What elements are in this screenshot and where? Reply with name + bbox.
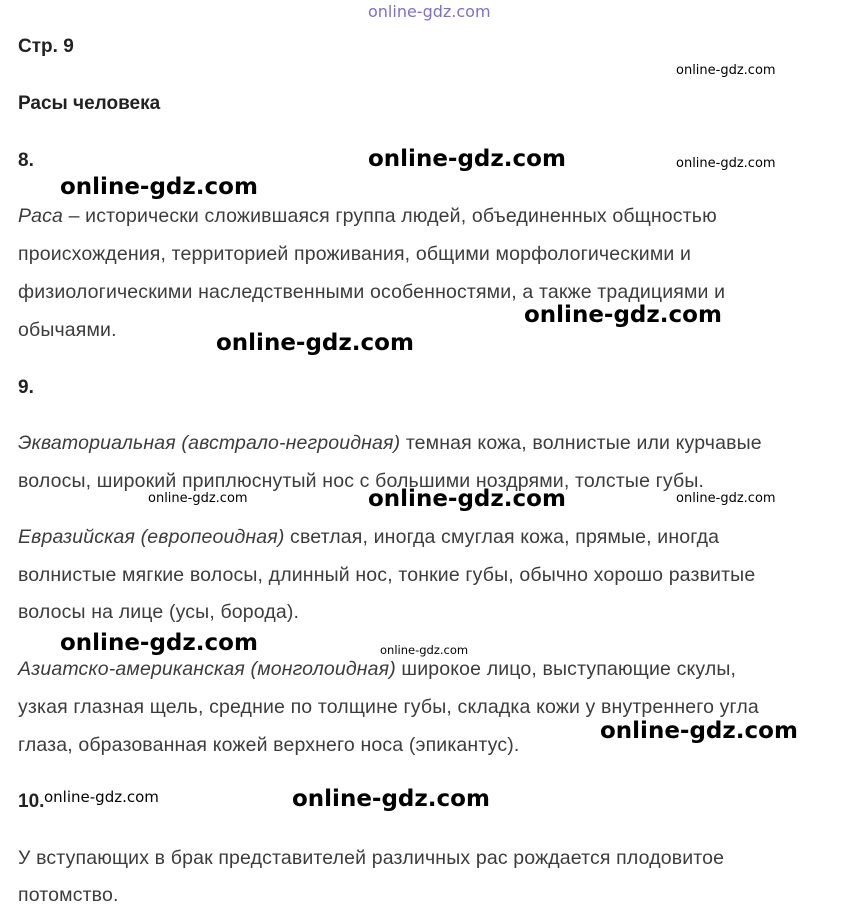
watermark: online-gdz.com (292, 786, 490, 812)
q9-asian-term: Азиатско-американская (монголоидная) (18, 658, 396, 680)
question-8-number: 8. (18, 150, 34, 171)
q8-line-2: происхождения, территорией проживания, общими морфологическими и (18, 243, 692, 265)
q9-asian-text-1: широкое лицо, выступающие скулы, (395, 658, 737, 680)
q10-line-2: потомство. (18, 884, 119, 906)
watermark: online-gdz.com (676, 63, 776, 78)
watermark: online-gdz.com (600, 718, 798, 744)
q8-line-3: физиологическими наследственными особенностями, а также традициями и (18, 281, 726, 303)
q8-line-4: обычаями. (18, 319, 117, 341)
q9-equatorial-line-1 (18, 432, 762, 455)
watermark: online-gdz.com (380, 643, 469, 657)
q9-eurasian-term: Евразийская (европеоидная) (18, 526, 285, 548)
question-9-number: 9. (18, 377, 34, 398)
watermark: online-gdz.com (60, 174, 258, 200)
watermark: online-gdz.com (44, 788, 159, 806)
q9-eurasian-text-1: светлая, иногда смуглая кожа, прямые, иногда (284, 526, 720, 548)
watermark: online-gdz.com (368, 486, 566, 512)
q9-eurasian-line-2: волнистые мягкие волосы, длинный нос, тонкие губы, обычно хорошо развитые (18, 564, 756, 586)
watermark: online-gdz.com (676, 491, 776, 506)
watermark: online-gdz.com (216, 330, 414, 356)
q9-equatorial-term: Экваториальная (австрало-негроидная) (18, 432, 401, 454)
section-title: Расы человека (18, 93, 161, 114)
question-10-number: 10. (18, 791, 45, 812)
q8-line-1 (18, 205, 717, 228)
page-number: Стр. 9 (18, 36, 74, 57)
q10-line-1: У вступающих в брак представителей различных рас рождается плодовитое (18, 847, 725, 869)
q9-asian-line-2: узкая глазная щель, средние по толщине губы, складка кожи у внутреннего угла (18, 696, 759, 718)
q9-equatorial-text-1: темная кожа, волнистые или курчавые (400, 432, 762, 454)
q9-eurasian-line-3: волосы на лице (усы, борода). (18, 601, 300, 623)
q9-asian-line-1 (18, 658, 736, 681)
watermark: online-gdz.com (148, 491, 248, 506)
q9-asian-line-3: глаза, образованная кожей верхнего носа (эпикантус). (18, 734, 520, 756)
watermark: online-gdz.com (60, 630, 258, 656)
q9-equatorial-line-2: волосы, широкий приплюснутый нос с большими ноздрями, толстые губы. (18, 470, 705, 492)
watermark: online-gdz.com (676, 156, 776, 171)
q8-term: Раса (18, 205, 64, 227)
q8-line-1-text: – исторически сложившаяся группа людей, объединенных общностью (63, 205, 717, 227)
watermark: online-gdz.com (368, 146, 566, 172)
watermark-top: online-gdz.com (368, 2, 491, 21)
watermark: online-gdz.com (524, 302, 722, 328)
q9-eurasian-line-1 (18, 526, 719, 549)
